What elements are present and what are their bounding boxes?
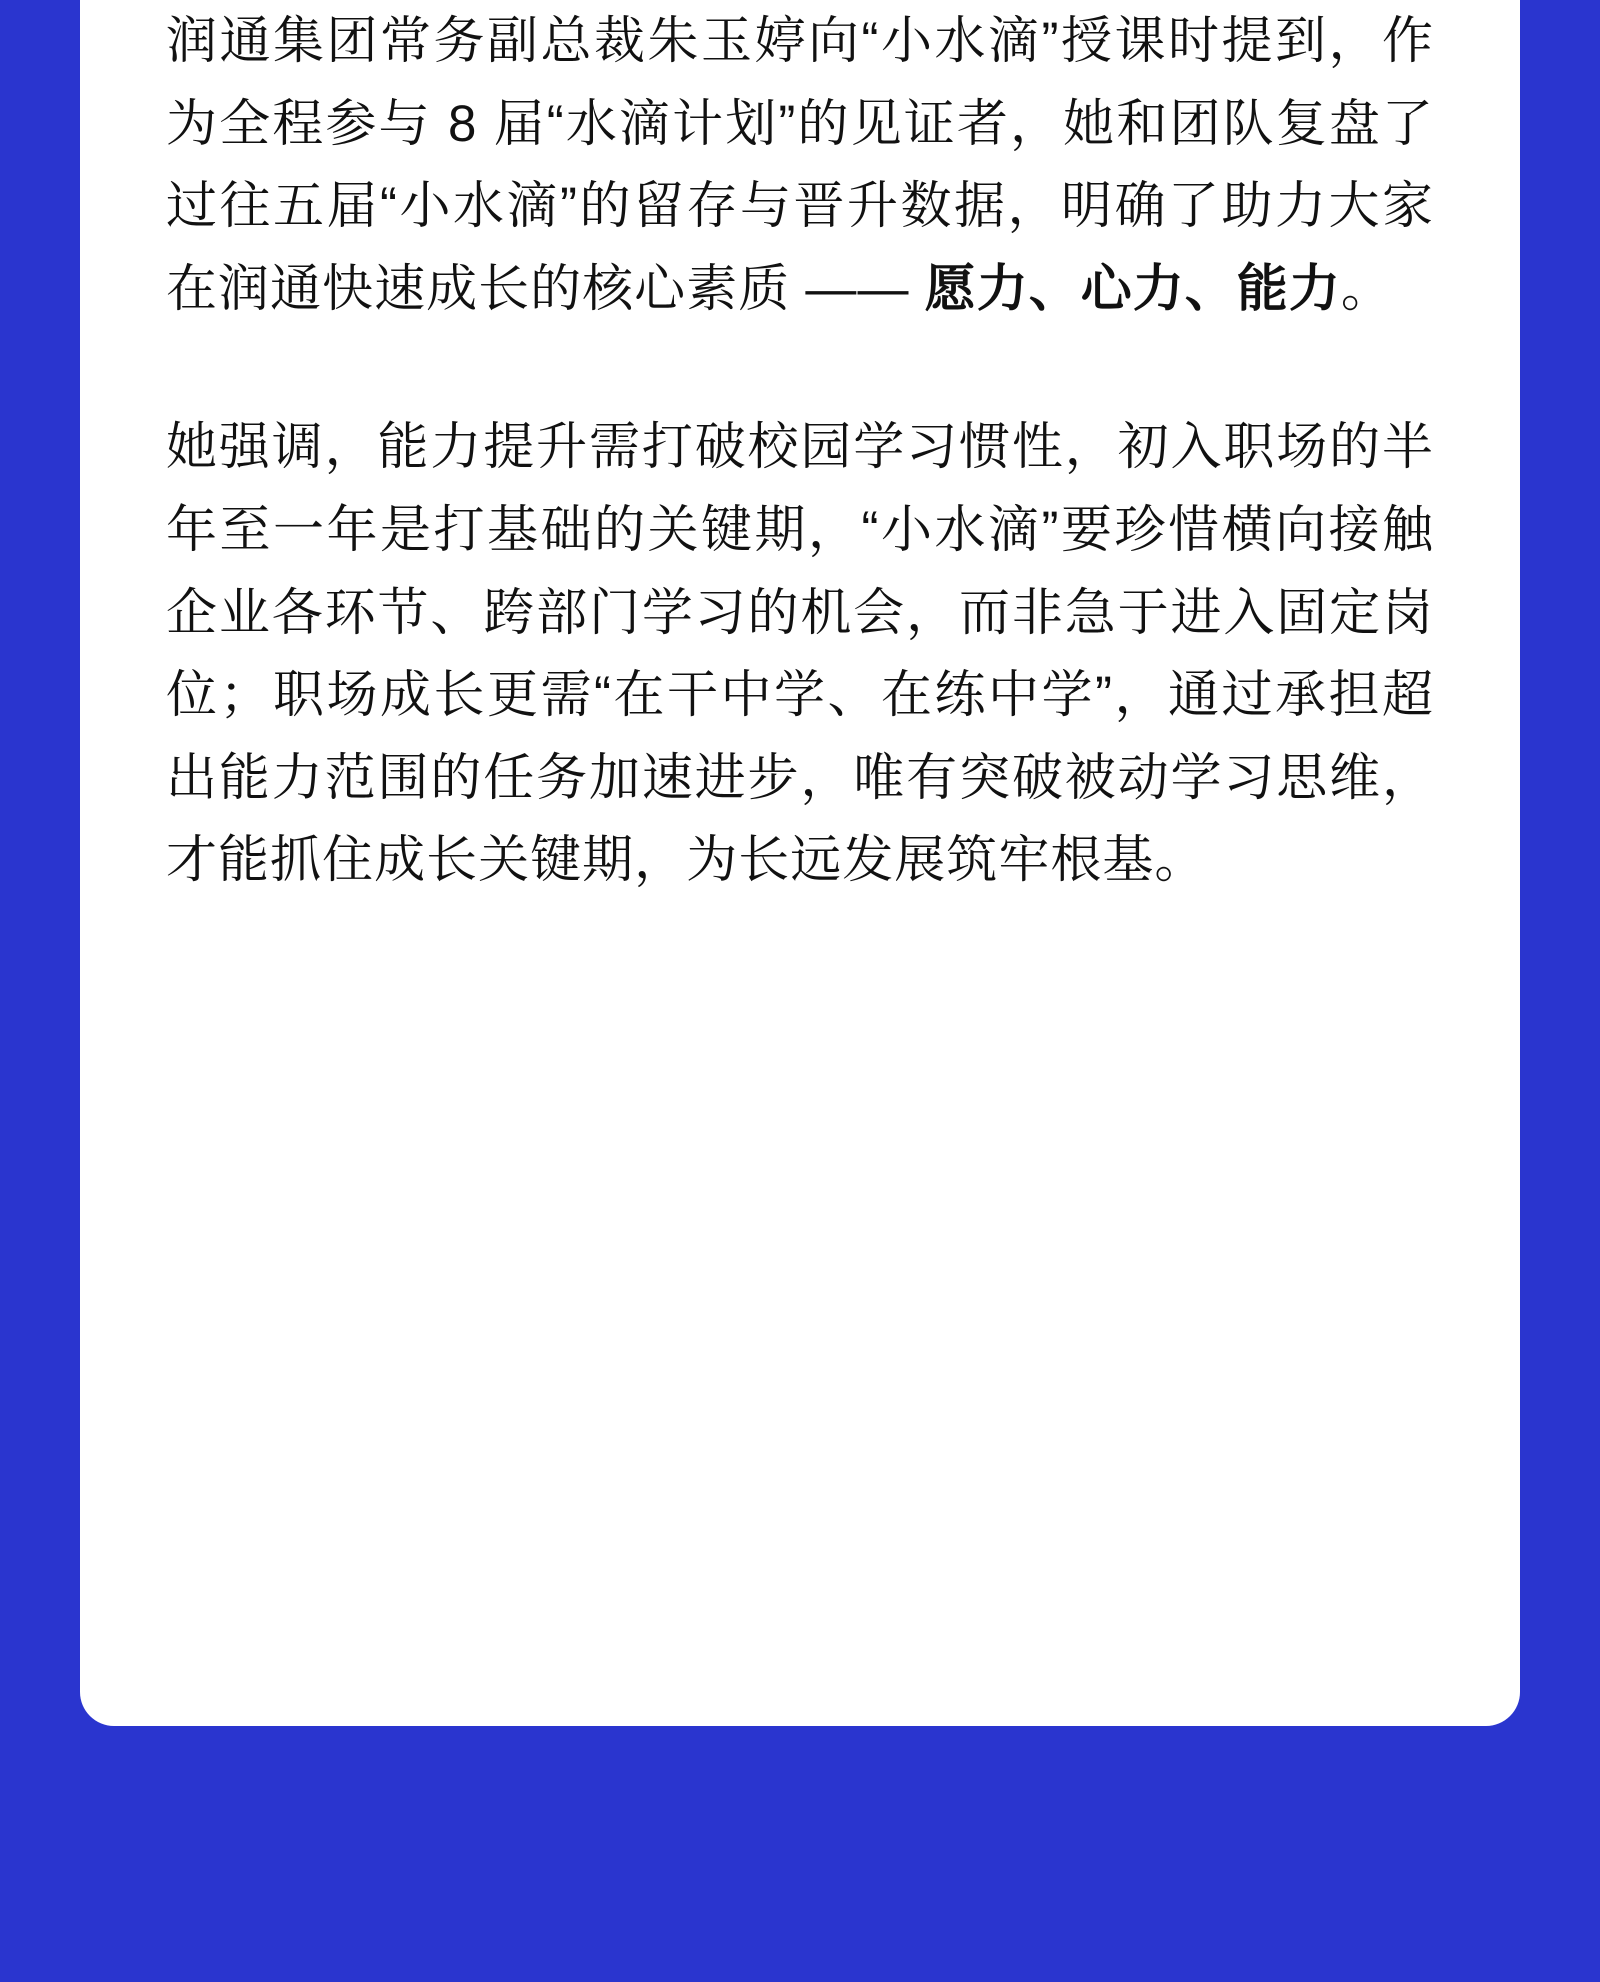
paragraph-2-run-1: 她强调，能力提升需打破校园学习惯性，初入职场的半年至一年是打基础的关键期，“小水滴”要珍惜横向接触企业各环节、跨部门学习的机会，而非急于进入固定岗位；职场成长更需“在干中学、在练中学”，通过承担超出能力范围的任务加速进步，唯有突破被动学习思维，才能抓住成长关键期，为长远发展筑牢根基。 [166, 418, 1434, 889]
paragraph-1 [166, 0, 1434, 330]
paragraph-1-run-3: 。 [1340, 259, 1393, 317]
paragraph-2 [166, 406, 1434, 902]
paragraph-1-run-2-emphasis: 愿力、心力、能力 [924, 259, 1341, 317]
article-body [166, 0, 1434, 902]
article-card [80, 0, 1520, 1726]
paragraph-1-run-1: 润通集团常务副总裁朱玉婷向“小水滴”授课时提到，作为全程参与 8 届“水滴计划”的见证者，她和团队复盘了过往五届“小水滴”的留存与晋升数据，明确了助力大家在润通快速成长的核心素质 —— [166, 12, 1434, 317]
